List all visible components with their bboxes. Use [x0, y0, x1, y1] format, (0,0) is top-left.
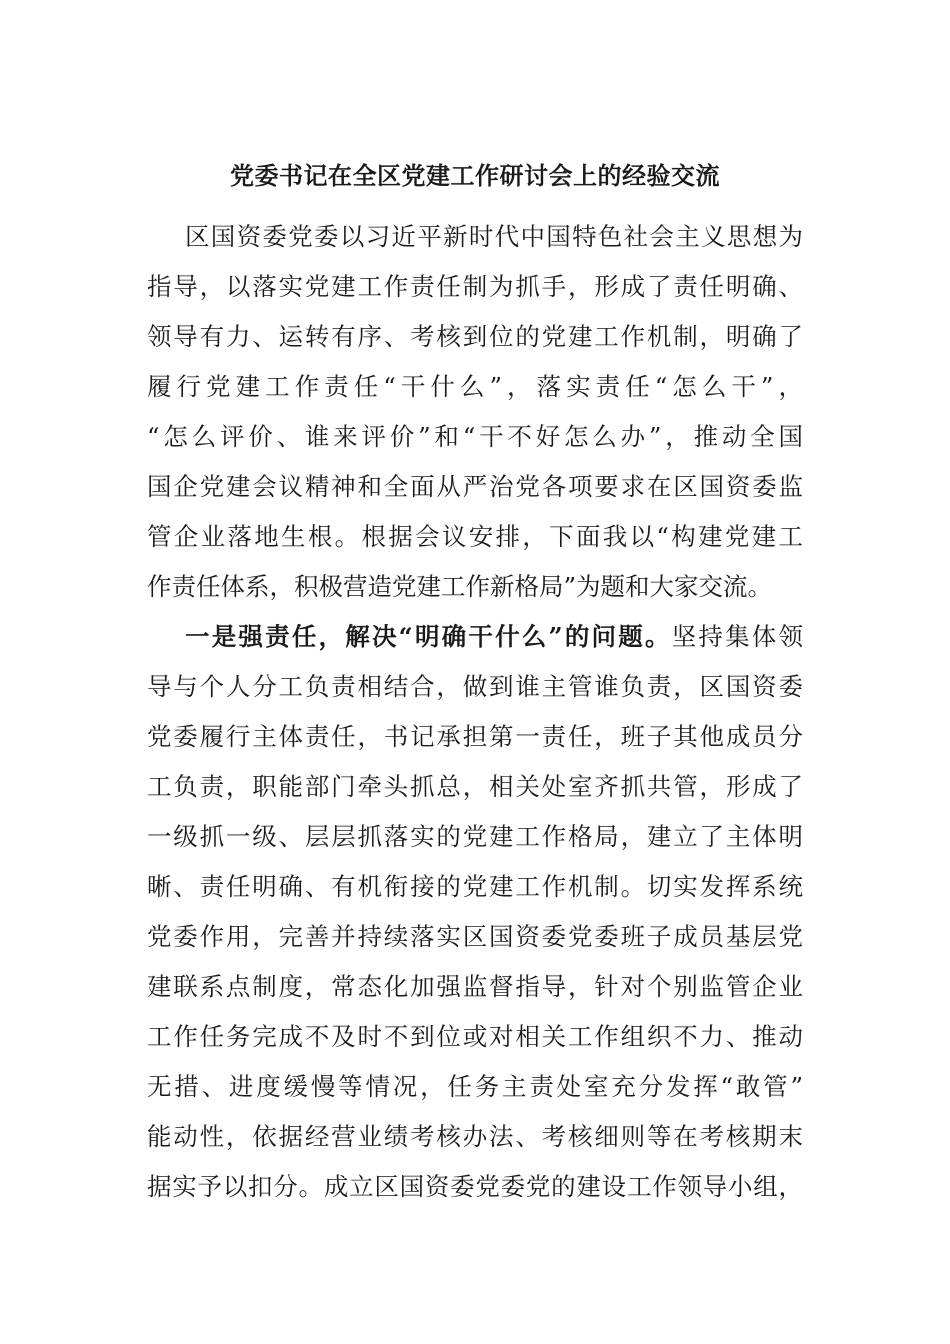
paragraph-line: 国企党建会议精神和全面从严治党各项要求在区国资委监 [147, 472, 803, 501]
paragraph-line: 作责任体系，积极营造党建工作新格局”为题和大家交流。 [147, 572, 773, 601]
paragraph-line: 党委履行主体责任，书记承担第一责任，班子其他成员分 [147, 722, 803, 751]
paragraph-line: 区国资委党委以习近平新时代中国特色社会主义思想为 [185, 222, 803, 251]
paragraph-line: 工负责，职能部门牵头抓总，相关处室齐抓共管，形成了 [147, 772, 803, 801]
paragraph-line: 领导有力、运转有序、考核到位的党建工作机制，明确了 [147, 322, 803, 351]
paragraph-line: 无措、进度缓慢等情况，任务主责处室充分发挥“敢管” [147, 1072, 803, 1101]
paragraph-line: 建联系点制度，常态化加强监督指导，针对个别监管企业 [147, 972, 803, 1001]
paragraph-line: 能动性，依据经营业绩考核办法、考核细则等在考核期末 [147, 1122, 803, 1151]
paragraph-line: 管企业落地生根。根据会议安排，下面我以“构建党建工 [147, 522, 803, 551]
paragraph-line: “怎么评价、谁来评价”和“干不好怎么办”，推动全国 [147, 422, 803, 451]
paragraph-line: 党委作用，完善并持续落实区国资委党委班子成员基层党 [147, 922, 803, 951]
document-title: 党委书记在全区党建工作研讨会上的经验交流 [230, 161, 720, 190]
first-line-text: 坚持集体领 [671, 622, 804, 651]
paragraph-line: 一级抓一级、层层抓落实的党建工作格局，建立了主体明 [147, 822, 803, 851]
paragraph-line: 履行党建工作责任“干什么”，落实责任“怎么干”， [147, 372, 803, 401]
paragraph-first-line [185, 612, 803, 662]
section-heading: 一是强责任，解决“明确干什么”的问题。 [185, 622, 672, 651]
paragraph-line: 导与个人分工负责相结合，做到谁主管谁负责，区国资委 [147, 672, 803, 701]
paragraph-line: 指导，以落实党建工作责任制为抓手，形成了责任明确、 [147, 272, 803, 301]
paragraph-line: 据实予以扣分。成立区国资委党委党的建设工作领导小组， [147, 1172, 803, 1201]
paragraph-line: 工作任务完成不及时不到位或对相关工作组织不力、推动 [147, 1022, 803, 1051]
paragraph-line: 晰、责任明确、有机衔接的党建工作机制。切实发挥系统 [147, 872, 803, 901]
